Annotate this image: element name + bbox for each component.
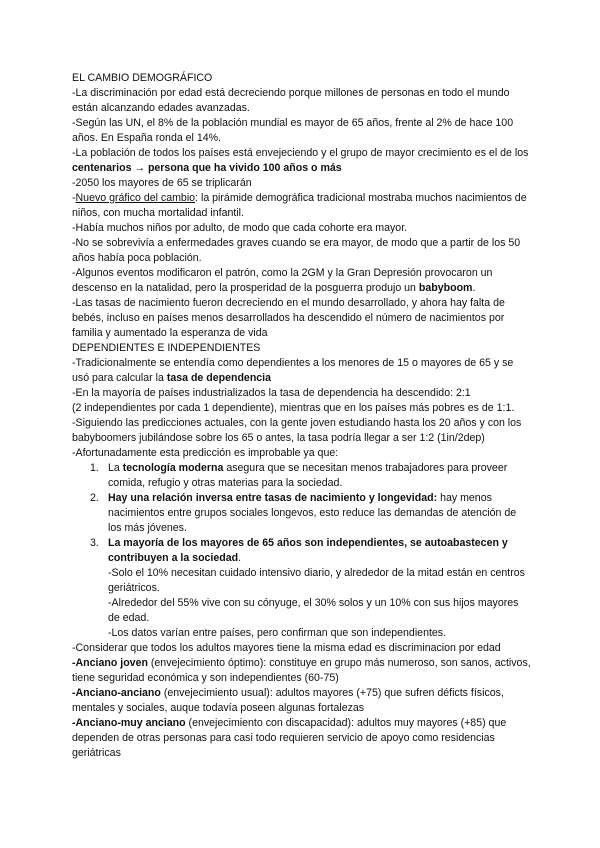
paragraph	[72, 686, 532, 716]
paragraph: -Las tasas de nacimiento fueron decreciendo en el mundo desarrollado, y ahora hay falta de bebés, incluso en países menos desarrollados ha descendido el número de nacimientos por familia y aumentado la esperanza de vida	[72, 297, 505, 339]
text: asegura que se necesitan menos trabajadores para proveer comida, refugio y otras materias para la sociedad.	[108, 462, 508, 489]
paragraph	[72, 656, 532, 686]
bold-text: -Anciano-muy anciano	[72, 717, 186, 729]
underlined-text: Nuevo gráfico del cambio	[75, 192, 196, 204]
numbered-list	[72, 461, 532, 641]
section-heading-demographic: EL CAMBIO DEMOGRÁFICO	[72, 72, 213, 84]
paragraph	[72, 266, 532, 296]
list-item	[72, 536, 532, 566]
text: -Tradicionalmente se entendía como dependientes a los menores de 15 o mayores de 65 y se usó para calcular la	[72, 357, 514, 384]
text: -La población de todos los países está envejeciendo y el grupo de mayor crecimiento es el de los	[72, 147, 529, 159]
sub-paragraph: -Los datos varían entre países, pero confirman que son independientes.	[108, 627, 447, 639]
paragraph: -Considerar que todos los adultos mayores tiene la misma edad es discriminacion por edad	[72, 642, 501, 654]
list-item	[72, 461, 532, 491]
paragraph	[72, 356, 532, 386]
paragraph: -En la mayoría de países industrializados la tasa de dependencia ha descendido: 2:1	[72, 387, 471, 399]
bold-text: -Anciano joven	[72, 657, 148, 669]
paragraph: -La discriminación por edad está decreciendo porque millones de personas en todo el mundo están alcanzando edades avanzadas.	[72, 87, 510, 114]
text: La	[108, 462, 123, 474]
paragraph: -Según las UN, el 8% de la población mundial es mayor de 65 años, frente al 2% de hace 100 años. En España ronda el 14%.	[72, 117, 514, 144]
text: .	[472, 282, 476, 294]
section-heading-dependents: DEPENDIENTES E INDEPENDIENTES	[72, 342, 261, 354]
text: (envejecimiento óptimo): constituye en grupo más numeroso, son sanos, activos, tiene seguridad económica y son independientes (60-75)	[72, 657, 531, 684]
sub-paragraph: -Alrededor del 55% vive con su cónyuge, el 30% solos y un 10% con sus hijos mayores de edad.	[108, 597, 519, 624]
document-body	[72, 71, 532, 761]
bold-text: La mayoría de los mayores de 65 años son independientes, se autoabastecen y contribuyen a la sociedad	[108, 537, 508, 564]
text: -	[72, 192, 76, 204]
text: hay menos nacimientos entre grupos sociales longevos, esto reduce las demandas de atención de los más jóvenes.	[108, 492, 517, 534]
paragraph: -Afortunadamente esta predicción es improbable ya que:	[72, 447, 339, 459]
paragraph: -No se sobrevivía a enfermedades graves cuando se era mayor, de modo que a partir de los 50 años había poca población.	[72, 237, 521, 264]
text: (envejecimiento con discapacidad): adultos muy mayores (+85) que dependen de otras personas para casi todo requieren servicio de apoyo como residencias geriátricas	[72, 717, 507, 759]
text: -Algunos eventos modificaron el patrón, como la 2GM y la Gran Depresión provocaron un descenso en la natalidad, pero la prosperidad de la posguerra produjo un	[72, 267, 493, 294]
list-item	[72, 491, 532, 536]
paragraph: -Había muchos niños por adulto, de modo que cada cohorte era mayor.	[72, 222, 408, 234]
bold-text: -Anciano-anciano	[72, 687, 161, 699]
paragraph	[72, 191, 532, 221]
paragraph: (2 independientes por cada 1 dependiente), mientras que en los países más pobres es de 1:1.	[72, 402, 515, 414]
bold-text: tasa de dependencia	[166, 372, 272, 384]
text: (envejecimiento usual): adultos mayores (+75) que sufren déficts físicos, mentales y sociales, auque todavía poseen algunas fortalezas	[72, 687, 504, 714]
list-number: 2.	[90, 492, 99, 504]
paragraph: -Siguiendo las predicciones actuales, con la gente joven estudiando hasta los 20 años y con los babyboomers jubilándose sobre los 65 o antes, la tasa podría llegar a ser 1:2 (1in/2dep)	[72, 417, 522, 444]
text: : la pirámide demográfica tradicional mostraba muchos nacimientos de niños, con mucha mortalidad infantil.	[72, 192, 527, 219]
bold-text: tecnología moderna	[122, 462, 224, 474]
paragraph	[72, 146, 532, 176]
list-number: 1.	[90, 462, 99, 474]
bold-text: centenarios → persona que ha vivido 100 años o más	[72, 162, 342, 174]
bold-text: babyboom	[418, 282, 473, 294]
paragraph	[72, 716, 532, 761]
text: .	[238, 552, 242, 564]
paragraph: -2050 los mayores de 65 se triplicarán	[72, 177, 252, 189]
sub-paragraph: -Solo el 10% necesitan cuidado intensivo diario, y alrededor de la mitad están en centros geriátricos.	[108, 567, 525, 594]
bold-text: Hay una relación inversa entre tasas de nacimiento y longevidad:	[108, 492, 438, 504]
list-number: 3.	[90, 537, 99, 549]
